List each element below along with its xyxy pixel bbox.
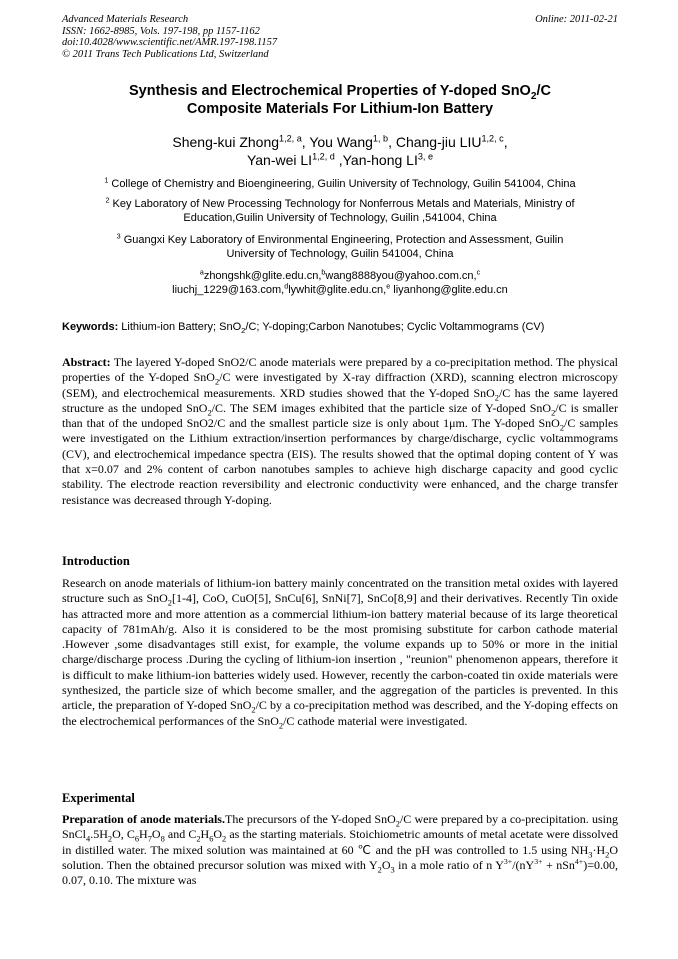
- affiliation-1: $^1$ College of Chemistry and Bioengineering, Guilin University of Technology, Guilin 541004, China: [104, 176, 576, 190]
- issn-line: ISSN: 1662-8985, Vols. 197-198, pp 1157-1162: [62, 25, 260, 37]
- affiliation-2: $^2$ Key Laboratory of New Processing Technology for Nonferrous Metals and Materials, Ministry of Education,Guilin University of Technology, Guilin ,541004, China: [105, 196, 575, 224]
- introduction-paragraph: Research on anode materials of lithium-ion battery mainly concentrated on the transition metal oxides with layered structure such as SnO$_2$[1-4], CoO, CuO[5], SnCu[6], SnNi[7], SnCo[8,9] and their derivatives. Recently Tin oxide has attracted more and more attention as a commercial lithium-ion battery material because of its large theoretical capacity of 781mAh/g. Also it is considered to be the most promising substitute for carbon cathode material .However ,some disadvantages still exist, for example, the volume expands up to 50% or more in the initial charge/discharge process .During the cycling of lithium-ion insertion , "reunion" phenomenon appears, therefore it is difficult to make lithium-ion batteries widely used. However, recently the carbon-coated tin oxide materials were synthesized, the particle size of which become smaller, and the aggregation of the particles is prevented. In this article, the preparation of Y-doped SnO$_2$/C by a co-precipitation method was described, and the Y-doping effects on the electrochemical performances of the SnO$_2$/C cathode material were investigated.: [62, 576, 618, 731]
- section-heading-introduction: Introduction: [62, 554, 130, 568]
- copyright-line: © 2011 Trans Tech Publications Ltd, Switzerland: [62, 48, 269, 60]
- author-list: Sheng-kui Zhong$^{1,2, a}$, You Wang$^{1, b}$, Chang-jiu LIU$^{1,2, c}$, Yan-wei LI$^{1,2, d}$ ,Yan-hong LI$^{3, e}$: [172, 133, 508, 168]
- experimental-paragraph: Preparation of anode materials.The precursors of the Y-doped SnO$_2$/C were prepared by a co-precipitation. using $SnCl_4.5H_2O$, $C_6H_7O_8$ and $C_2H_6O_2$ as the starting materials. Stoichiometric amounts of metal acetate were dissolved in distilled water. The mixed solution was maintained at 60 ℃ and the pH was controlled to 1.5 using $NH_3\cdot H_2O$ solution. Then the obtained precursor solution was mixed with $Y_2O_3$ in a mole ratio of n $Y^{3+}/(nY^{3+} + nSn^{4+})=0.00$, 0.07, 0.10. The mixture was: [62, 812, 619, 888]
- abstract: Abstract: The layered Y-doped SnO2/C anode materials were prepared by a co-precipitation method. The physical properties of the Y-doped SnO$_2$/C were investigated by X-ray diffraction (XRD), scanning electron microscopy (SEM), and electrochemical measurements. XRD studies showed that the Y-doped SnO$_2$/C has the same layered structure as the undoped SnO$_2$/C. The SEM images exhibited that the particle size of Y-doped SnO$_2$/C is smaller than that of the undoped SnO2/C and the smallest particle size is only about 1μm. The Y-doped SnO$_2$/C samples were investigated on the Lithium extraction/insertion performances by charge/discharge, cyclic voltammograms (CV), and electrochemical impedance spectra (EIS). The results showed that the optimal doping content of Y was that x=0.07 and 2% content of carbon nanotubes samples to achieve high discharge capacity and good cyclic stability. The electrode reaction reversibility and electronic conductivity were enhanced, and the charge transfer resistance was decreased through Y-doping.: [62, 355, 619, 507]
- keywords: Keywords: Lithium-ion Battery; SnO$_2$/C; Y-doping;Carbon Nanotubes; Cyclic Voltammograms (CV): [62, 321, 545, 336]
- online-date: Online: 2011-02-21: [535, 14, 618, 25]
- journal-name: Advanced Materials Research: [62, 14, 189, 25]
- doi-line: doi:10.4028/www.scientific.net/AMR.197-198.1157: [62, 37, 278, 48]
- abstract-label: Abstract:: [62, 355, 111, 369]
- keywords-label: Keywords:: [62, 321, 119, 333]
- affiliation-3: $^3$ Guangxi Key Laboratory of Environmental Engineering, Protection and Assessment, Guilin University of Technology, Guilin 541004, China: [116, 232, 564, 260]
- email-list: $^a$zhongshk@glite.edu.cn,$^b$wang8888you@yahoo.com.cn,$^c$ liuchj_1229@163.com,$^d$lywhit@glite.edu.cn,$^e$ liyanhong@glite.edu.cn: [172, 268, 508, 296]
- running-header: [62, 14, 618, 60]
- section-heading-experimental: Experimental: [62, 791, 135, 805]
- paper-title: Synthesis and Electrochemical Properties of Y-doped SnO$_2$/C Composite Materials For Lithium-Ion Battery: [129, 83, 551, 117]
